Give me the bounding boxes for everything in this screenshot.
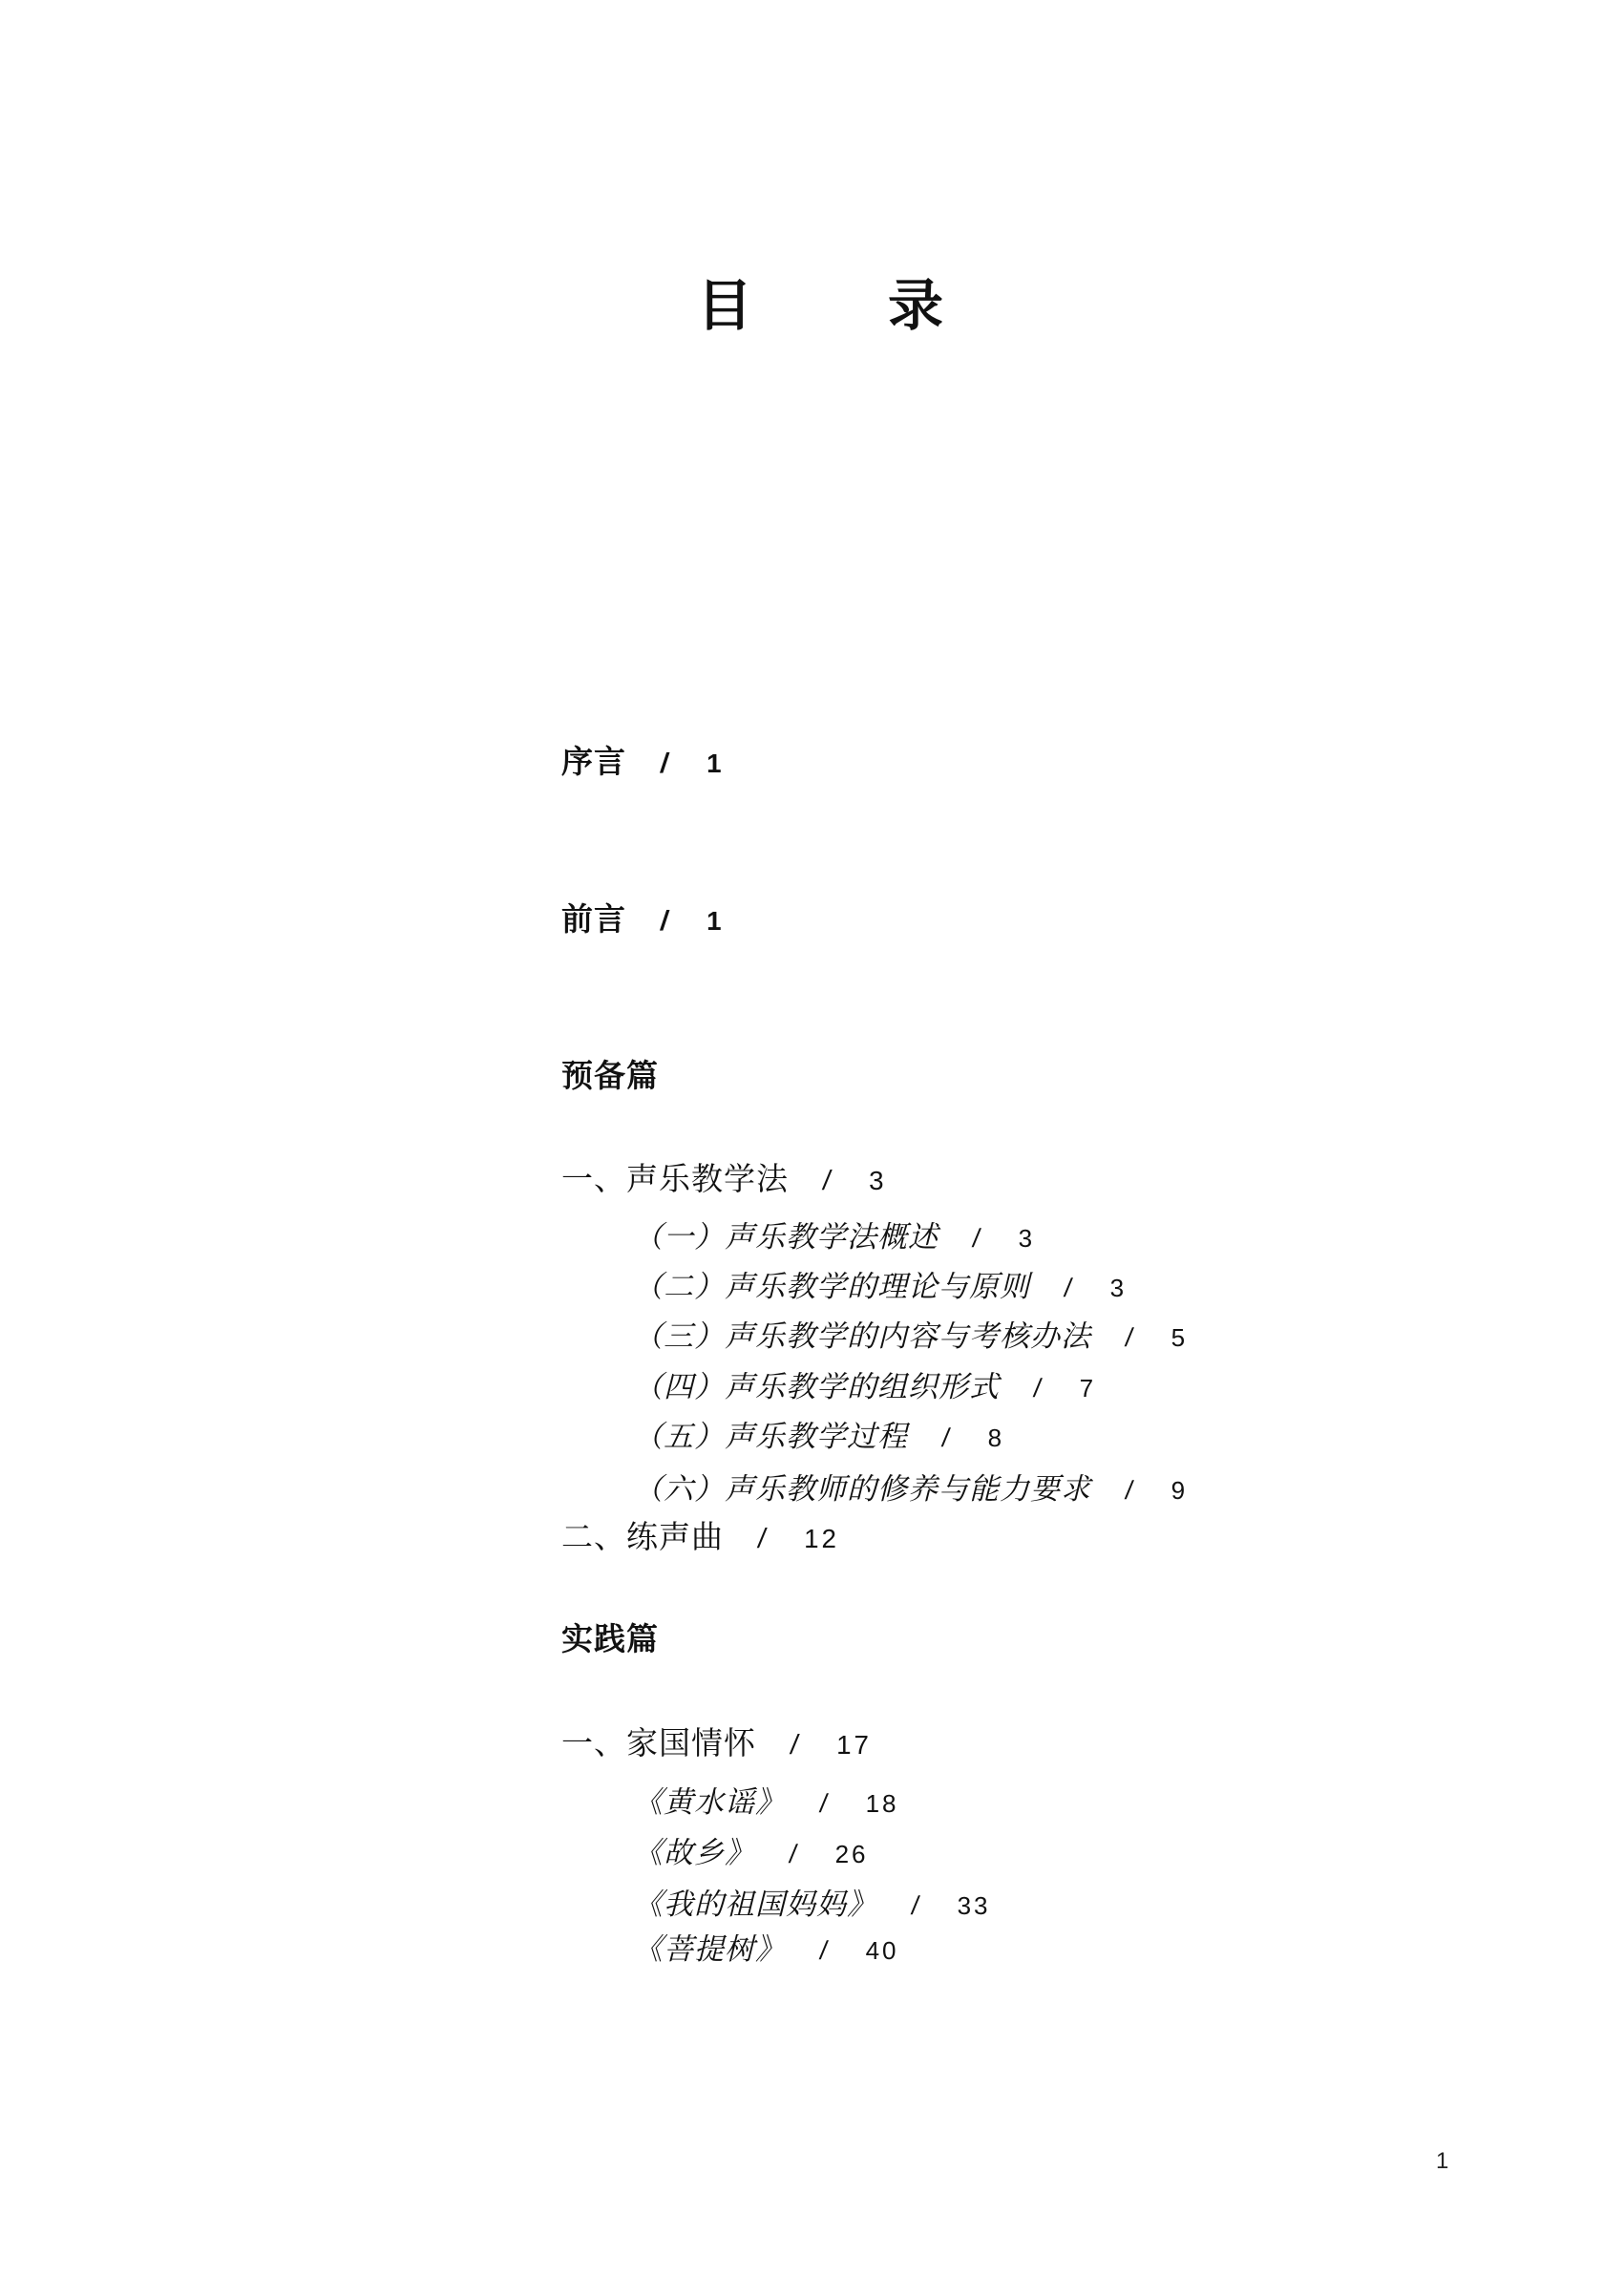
toc-entry-sub1 <box>633 1222 1035 1252</box>
page-title <box>697 275 944 337</box>
toc-entry-label: 《黄水谣》 <box>633 1785 786 1819</box>
toc-entry-label: （一）声乐教学法概述 <box>633 1220 939 1254</box>
toc-entry-page: 40 <box>865 1936 899 1965</box>
toc-entry-separator: / <box>658 906 671 937</box>
toc-entry-separator: / <box>787 1839 799 1868</box>
toc-entry-label: （五）声乐教学过程 <box>633 1420 908 1453</box>
toc-entry-song1 <box>633 1787 899 1817</box>
page-title-char-right: 录 <box>888 275 944 337</box>
toc-entry-separator: / <box>817 1788 830 1818</box>
toc-entry-song4 <box>633 1934 899 1964</box>
toc-entry-separator: / <box>658 749 671 779</box>
toc-entry-separator: / <box>1123 1475 1135 1505</box>
toc-entry-page: 1 <box>707 906 725 936</box>
toc-entry-page: 3 <box>869 1166 887 1195</box>
folio-page-number: 1 <box>1436 2148 1449 2174</box>
toc-entry-label: 《我的祖国妈妈》 <box>633 1888 877 1921</box>
toc-entry-separator: / <box>817 1935 830 1965</box>
toc-entry-label: 前言 <box>561 903 626 938</box>
toc-entry-page: 17 <box>836 1730 872 1760</box>
toc-entry-page: 26 <box>834 1840 869 1868</box>
toc-part-label: 预备篇 <box>561 1060 659 1094</box>
toc-entry-label: （三）声乐教学的内容与考核办法 <box>633 1319 1091 1353</box>
toc-part-practice <box>561 1625 659 1656</box>
toc-entry-song3 <box>633 1889 991 1919</box>
toc-entry-label: （六）声乐教师的修养与能力要求 <box>633 1472 1091 1506</box>
toc-entry-chapter2 <box>561 1523 839 1554</box>
toc-entry-page: 5 <box>1171 1323 1189 1352</box>
page-title-char-left: 目 <box>697 275 753 337</box>
toc-entry-page: 3 <box>1018 1224 1036 1253</box>
toc-entry-sub2 <box>633 1272 1127 1301</box>
toc-part-preparatory <box>561 1062 659 1093</box>
toc-entry-practice-chapter1 <box>561 1729 872 1761</box>
toc-entry-separator: / <box>909 1890 921 1920</box>
toc-entry-label: 《菩提树》 <box>633 1932 786 1966</box>
toc-entry-label: 二、练声曲 <box>561 1521 724 1555</box>
toc-entry-separator: / <box>1062 1273 1074 1302</box>
toc-entry-separator: / <box>820 1166 833 1196</box>
toc-entry-sub5 <box>633 1422 1004 1451</box>
toc-entry-page: 8 <box>987 1424 1005 1452</box>
toc-entry-page: 9 <box>1171 1476 1189 1505</box>
toc-entry-label: 一、声乐教学法 <box>561 1163 789 1197</box>
toc-entry-page: 18 <box>865 1789 899 1818</box>
toc-entry-chapter1 <box>561 1165 887 1196</box>
toc-entry-separator: / <box>1031 1373 1044 1403</box>
toc-entry-page: 7 <box>1079 1374 1097 1403</box>
toc-entry-sub4 <box>633 1372 1096 1402</box>
toc-entry-separator: / <box>939 1423 952 1452</box>
toc-entry-page: 12 <box>804 1524 839 1553</box>
toc-entry-separator: / <box>1123 1322 1135 1352</box>
toc-entry-label: （二）声乐教学的理论与原则 <box>633 1270 1030 1303</box>
toc-entry-sub3 <box>633 1321 1188 1351</box>
toc-entry-separator: / <box>788 1730 801 1761</box>
toc-entry-separator: / <box>970 1223 982 1253</box>
toc-entry-label: （四）声乐教学的组织形式 <box>633 1370 1000 1403</box>
toc-entry-label: 《故乡》 <box>633 1836 755 1869</box>
toc-entry-page: 1 <box>707 749 725 778</box>
toc-entry-song2 <box>633 1838 869 1867</box>
toc-part-label: 实践篇 <box>561 1623 659 1657</box>
toc-entry-page: 3 <box>1109 1274 1128 1302</box>
toc-entry-label: 序言 <box>561 746 626 780</box>
toc-entry-preface <box>561 748 725 779</box>
toc-entry-label: 一、家国情怀 <box>561 1727 756 1761</box>
toc-entry-page: 33 <box>957 1891 991 1920</box>
toc-entry-foreword <box>561 905 725 937</box>
toc-entry-sub6 <box>633 1474 1188 1504</box>
toc-entry-separator: / <box>755 1524 769 1554</box>
